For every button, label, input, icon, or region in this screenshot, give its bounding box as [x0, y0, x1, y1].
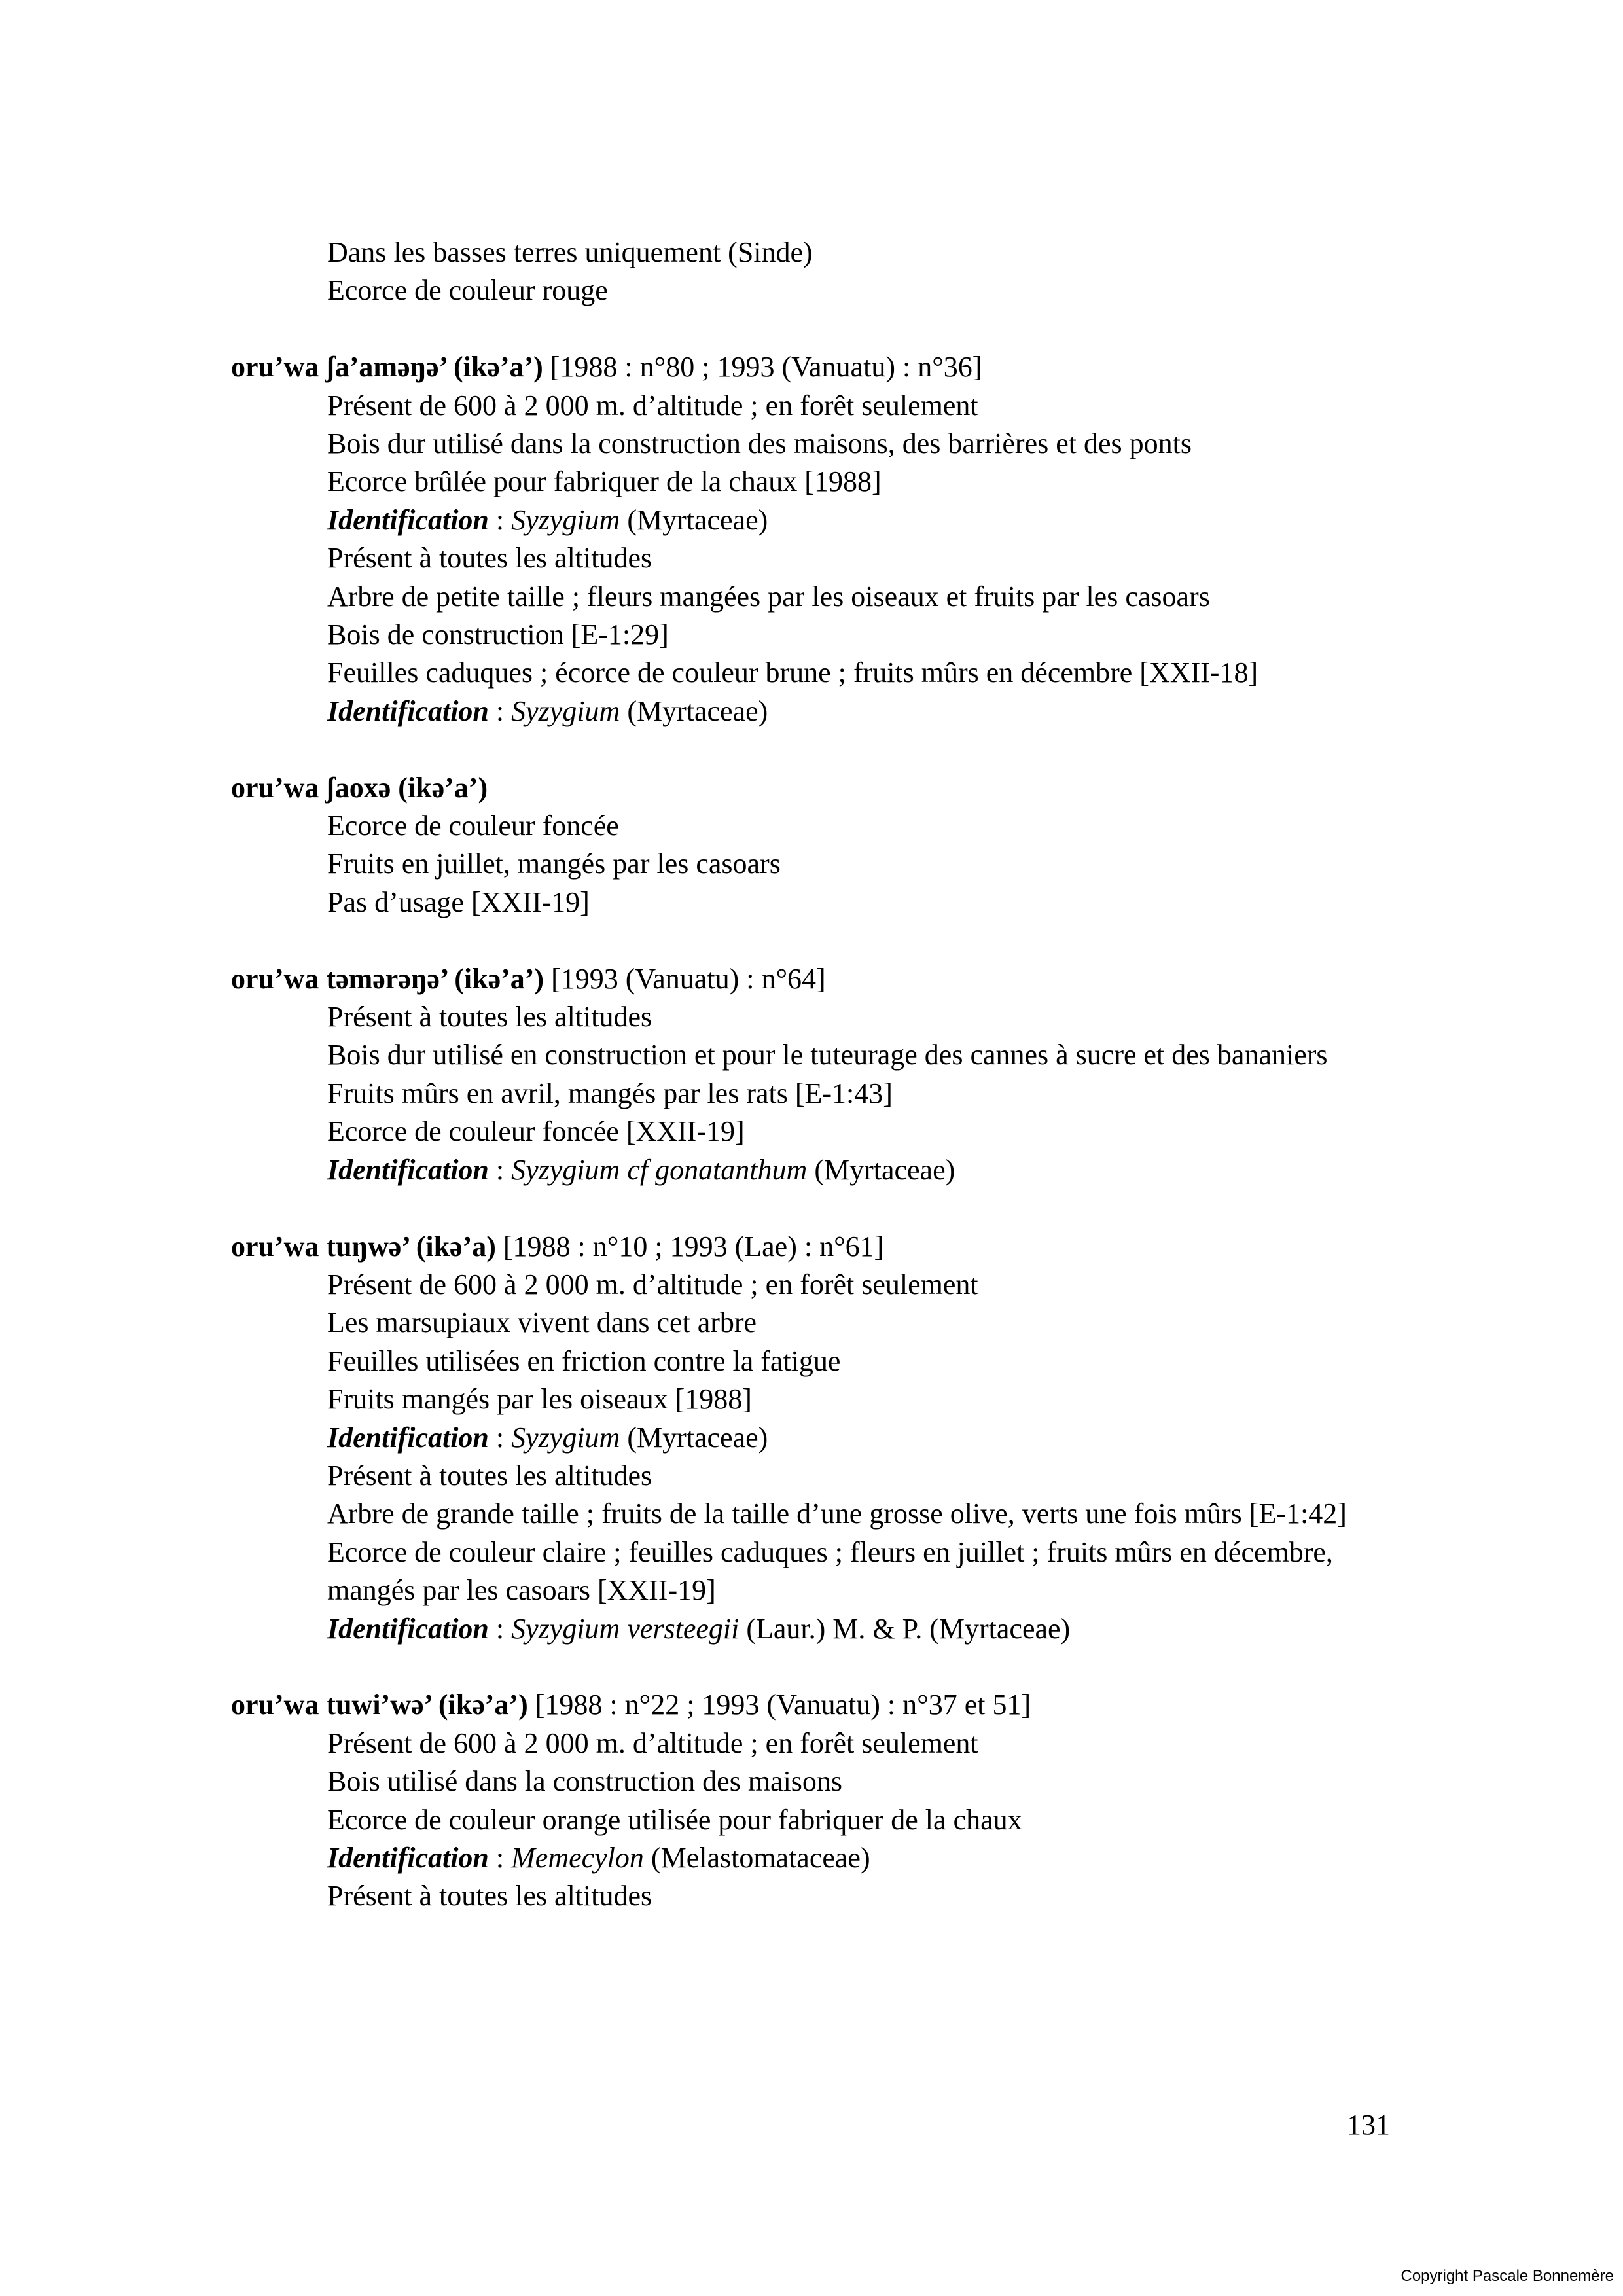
- separator: :: [488, 503, 512, 536]
- body-line: Fruits en juillet, mangés par les casoars: [327, 848, 781, 880]
- family-name: (Melastomataceae): [643, 1841, 870, 1874]
- blank-line: [231, 730, 1409, 768]
- genus-name: Syzygium: [511, 503, 620, 536]
- body-line: Dans les basses terres uniquement (Sinde): [327, 236, 813, 268]
- copyright-notice: Copyright Pascale Bonnemère: [1400, 2267, 1614, 2285]
- genus-name: Memecylon: [511, 1841, 644, 1874]
- page-number: 131: [1347, 2109, 1390, 2141]
- body-line: Ecorce brûlée pour fabriquer de la chaux [1988]: [327, 465, 882, 498]
- body-line: Feuilles utilisées en friction contre la fatigue: [327, 1344, 841, 1377]
- reference: [1988 : n°22 ; 1993 (Vanuatu) : n°37 et 51]: [527, 1689, 1031, 1721]
- separator: :: [488, 1841, 512, 1874]
- genus-name: Syzygium cf gonatanthum: [511, 1153, 808, 1186]
- body-line: Ecorce de couleur rouge: [327, 274, 608, 307]
- blank-line: [231, 1648, 1409, 1686]
- headword: oru’wa tuŋwə’ (ikə’a): [231, 1230, 496, 1263]
- headword: oru’wa təmərəŋə’ (ikə’a’): [231, 962, 544, 995]
- body-line: Bois dur utilisé en construction et pour le tuteurage des cannes à sucre et des bananiers: [327, 1039, 1328, 1071]
- identification-label: Identification: [327, 1153, 489, 1186]
- entry-heading: [231, 960, 1409, 998]
- body-line: Présent de 600 à 2 000 m. d’altitude ; en forêt seulement: [327, 1268, 978, 1300]
- identification-label: Identification: [327, 1421, 489, 1454]
- separator: :: [488, 1153, 512, 1186]
- body-line: Présent de 600 à 2 000 m. d’altitude ; en forêt seulement: [327, 1727, 978, 1759]
- headword: oru’wa ʃaoxə (ikə’a’): [231, 771, 488, 804]
- family-name: (Laur.) M. & P. (Myrtaceae): [739, 1612, 1071, 1645]
- identification-line: [327, 1610, 1407, 1648]
- family-name: (Myrtaceae): [620, 694, 768, 727]
- body-line: Les marsupiaux vivent dans cet arbre: [327, 1306, 757, 1339]
- reference: [1988 : n°10 ; 1993 (Lae) : n°61]: [495, 1230, 884, 1263]
- identification-line: [327, 692, 1407, 730]
- body-line: Fruits mangés par les oiseaux [1988]: [327, 1383, 752, 1416]
- family-name: (Myrtaceae): [620, 1421, 768, 1454]
- body-line: Présent à toutes les altitudes: [327, 1880, 652, 1912]
- body-line: Présent à toutes les altitudes: [327, 542, 652, 575]
- identification-label: Identification: [327, 694, 489, 727]
- body-line: Présent de 600 à 2 000 m. d’altitude ; en forêt seulement: [327, 389, 978, 422]
- blank-line: [231, 1189, 1409, 1227]
- body-line: Arbre de petite taille ; fleurs mangées par les oiseaux et fruits par les casoars: [327, 580, 1210, 613]
- body-line: Bois de construction [E-1:29]: [327, 619, 669, 651]
- identification-line: [327, 1419, 1407, 1457]
- separator: :: [488, 694, 512, 727]
- identification-label: Identification: [327, 1841, 489, 1874]
- body-line: Ecorce de couleur claire ; feuilles caduques ; fleurs en juillet ; fruits mûrs en décembre, mangés par les casoars [XXII-19]: [327, 1535, 1333, 1607]
- blank-line: [231, 310, 1409, 348]
- genus-name: Syzygium: [511, 694, 620, 727]
- body-line: Ecorce de couleur orange utilisée pour fabriquer de la chaux: [327, 1803, 1022, 1836]
- genus-name: Syzygium versteegii: [511, 1612, 740, 1645]
- body-line: Feuilles caduques ; écorce de couleur brune ; fruits mûrs en décembre [XXII-18]: [327, 656, 1258, 689]
- family-name: (Myrtaceae): [807, 1153, 955, 1186]
- body-line: Présent à toutes les altitudes: [327, 1459, 652, 1492]
- identification-label: Identification: [327, 503, 489, 536]
- blank-line: [231, 922, 1409, 960]
- separator: :: [488, 1612, 512, 1645]
- body-line: Bois dur utilisé dans la construction des maisons, des barrières et des ponts: [327, 427, 1192, 460]
- document-body: [231, 234, 1409, 1916]
- entry-heading: [231, 1686, 1409, 1724]
- separator: :: [488, 1421, 512, 1454]
- identification-line: [327, 1151, 1407, 1189]
- body-line: Arbre de grande taille ; fruits de la taille d’une grosse olive, verts une fois mûrs [E-1:42]: [327, 1498, 1347, 1530]
- identification-line: [327, 501, 1407, 539]
- entry-heading: [231, 1228, 1409, 1266]
- reference: [1988 : n°80 ; 1993 (Vanuatu) : n°36]: [543, 351, 982, 384]
- body-line: Pas d’usage [XXII-19]: [327, 886, 590, 918]
- family-name: (Myrtaceae): [620, 503, 768, 536]
- body-line: Présent à toutes les altitudes: [327, 1001, 652, 1033]
- identification-line: [327, 1839, 1407, 1877]
- entry-heading: [231, 769, 1409, 807]
- body-line: Ecorce de couleur foncée [XXII-19]: [327, 1115, 745, 1148]
- body-line: Fruits mûrs en avril, mangés par les rats [E-1:43]: [327, 1077, 893, 1109]
- reference: [1993 (Vanuatu) : n°64]: [544, 962, 826, 995]
- genus-name: Syzygium: [511, 1421, 620, 1454]
- identification-label: Identification: [327, 1612, 489, 1645]
- entry-heading: [231, 348, 1409, 386]
- headword: oru’wa ʃa’aməŋə’ (ikə’a’): [231, 351, 543, 384]
- body-line: Bois utilisé dans la construction des maisons: [327, 1765, 843, 1798]
- headword: oru’wa tuwi’wə’ (ikə’a’): [231, 1689, 528, 1721]
- body-line: Ecorce de couleur foncée: [327, 810, 619, 842]
